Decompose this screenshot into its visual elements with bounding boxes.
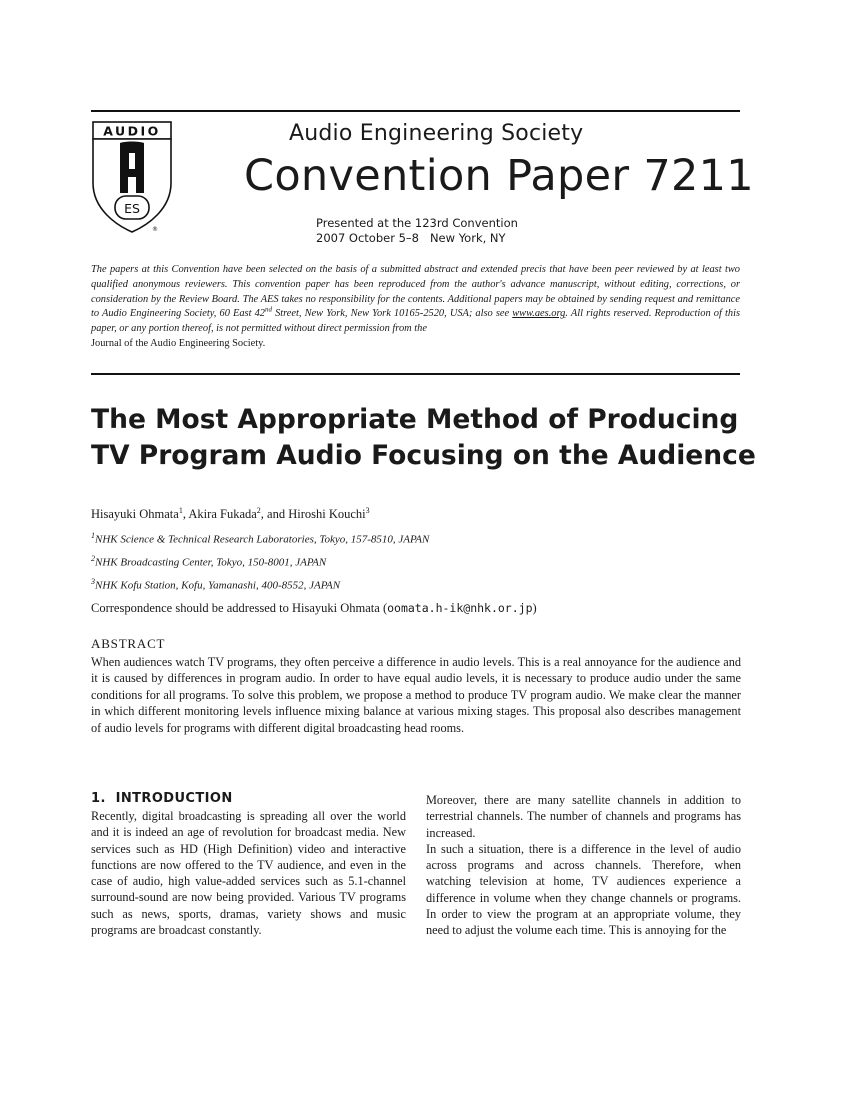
author-affiliation-mark: 3 <box>365 506 370 515</box>
affiliation-3: $^3$NHK Kofu Station, Kofu, Yamanashi, 400-8552, JAPAN <box>91 577 341 592</box>
author-name: Akira Fukada <box>188 507 257 522</box>
affiliation-1: $^1$NHK Science & Technical Research Laboratories, Tokyo, 157-8510, JAPAN <box>91 531 430 546</box>
disclaimer-part-1: The papers at this Convention have been selected on the basis of a submitted abstract and extended precis that have been peer reviewed by at least two qualified anonymous reviewers. This convention paper has been reproduced from the author's advance manuscript, without editing, corrections, or consideration by the Review Board. The AES takes no responsibility for the contents. Additional papers may be obtained by sending request and remittance to Audio Engineering Society, 60 East 42 <box>91 264 740 320</box>
disclaimer-last-line: Journal of the Audio Engineering Society. <box>91 337 266 349</box>
title-line-2: TV Program Audio Focusing on the Audience <box>91 440 756 471</box>
disclaimer-sup: nd <box>264 305 272 314</box>
logo-registered-mark: ® <box>152 226 158 233</box>
email-link[interactable]: oomata.h-ik@nhk.or.jp <box>387 601 533 615</box>
intro-left-column <box>91 808 406 938</box>
correspondence: Correspondence should be addressed to Hisayuki Ohmata (oomata.h-ik@nhk.or.jp) <box>91 601 537 615</box>
convention-paper-title: Convention Paper 7211 <box>244 151 754 201</box>
logo-text: AUDIO <box>103 123 161 139</box>
logo-badge: ES <box>124 201 140 216</box>
aes-shield-logo-icon <box>92 121 172 236</box>
presented-line-2: 2007 October 5–8 New York, NY <box>316 231 506 245</box>
author-affiliation-mark: 2 <box>256 506 261 515</box>
disclaimer <box>91 263 740 352</box>
society-name: Audio Engineering Society <box>289 121 584 146</box>
affiliation-2: $^2$NHK Broadcasting Center, Tokyo, 150-8001, JAPAN <box>91 554 327 569</box>
intro-right-column <box>426 792 741 939</box>
aes-website-link[interactable]: www.aes.org <box>512 308 566 320</box>
intro-paragraph-3: In such a situation, there is a difference in the level of audio across programs and across channels. Therefore, when watching television at home, TV audiences experience a difference in volume when they change channels or programs. In order to view the program at an appropriate volume, they need to adjust the volume each time. This is annoying for the <box>426 841 741 938</box>
intro-paragraph-1: Recently, digital broadcasting is spreading all over the world and it is indeed an age of revolution for broadcast media. New services such as HD (High Definition) video and interactive functions are now offered to the TV audience, and even in the case of audio, high value-added services such as 5.1-channel surround-sound are now being provided. Various TV programs such as news, sports, dramas, variety shows and music programs are broadcast constantly. <box>91 809 406 938</box>
author-list: Hisayuki Ohmata$^1$, Akira Fukada$^2$, and Hiroshi Kouchi$^3$ <box>91 506 370 522</box>
intro-paragraph-2: Moreover, there are many satellite channels in addition to terrestrial channels. The number of channels and programs has increased. <box>426 793 741 840</box>
abstract-text: When audiences watch TV programs, they often perceive a difference in audio levels. This is a real annoyance for the audience and it is caused by differences in program audio. In order to have equal audio levels, it is necessary to produce audio under the same conditions for all programs. To solve this problem, we propose a method to produce TV program audio. We make clear the manner in which different monitoring levels influence mixing balance at various mixing stages. This proposal also describes management of audio levels for programs with different digital broadcasting head rooms. <box>91 655 741 735</box>
author-name: Hiroshi Kouchi <box>288 507 366 522</box>
top-rule <box>91 110 740 112</box>
author-name: Hisayuki Ohmata <box>91 507 179 522</box>
presented-line-1: Presented at the 123rd Convention <box>316 216 518 230</box>
abstract-heading: ABSTRACT <box>91 636 166 651</box>
disclaimer-part-2: Street, New York, New York 10165-2520, USA; also see <box>271 308 513 320</box>
disclaimer-part-3: . All rights reserved. Reproduction of this paper, or any portion thereof, is not permitted without direct permission from the <box>91 308 740 335</box>
introduction-heading: 1. INTRODUCTION <box>91 791 233 806</box>
paper-main-title <box>91 402 756 474</box>
header-bottom-rule <box>91 373 740 375</box>
author-affiliation-mark: 1 <box>178 506 183 515</box>
presented-info <box>316 216 518 246</box>
title-line-1: The Most Appropriate Method of Producing <box>91 404 739 435</box>
